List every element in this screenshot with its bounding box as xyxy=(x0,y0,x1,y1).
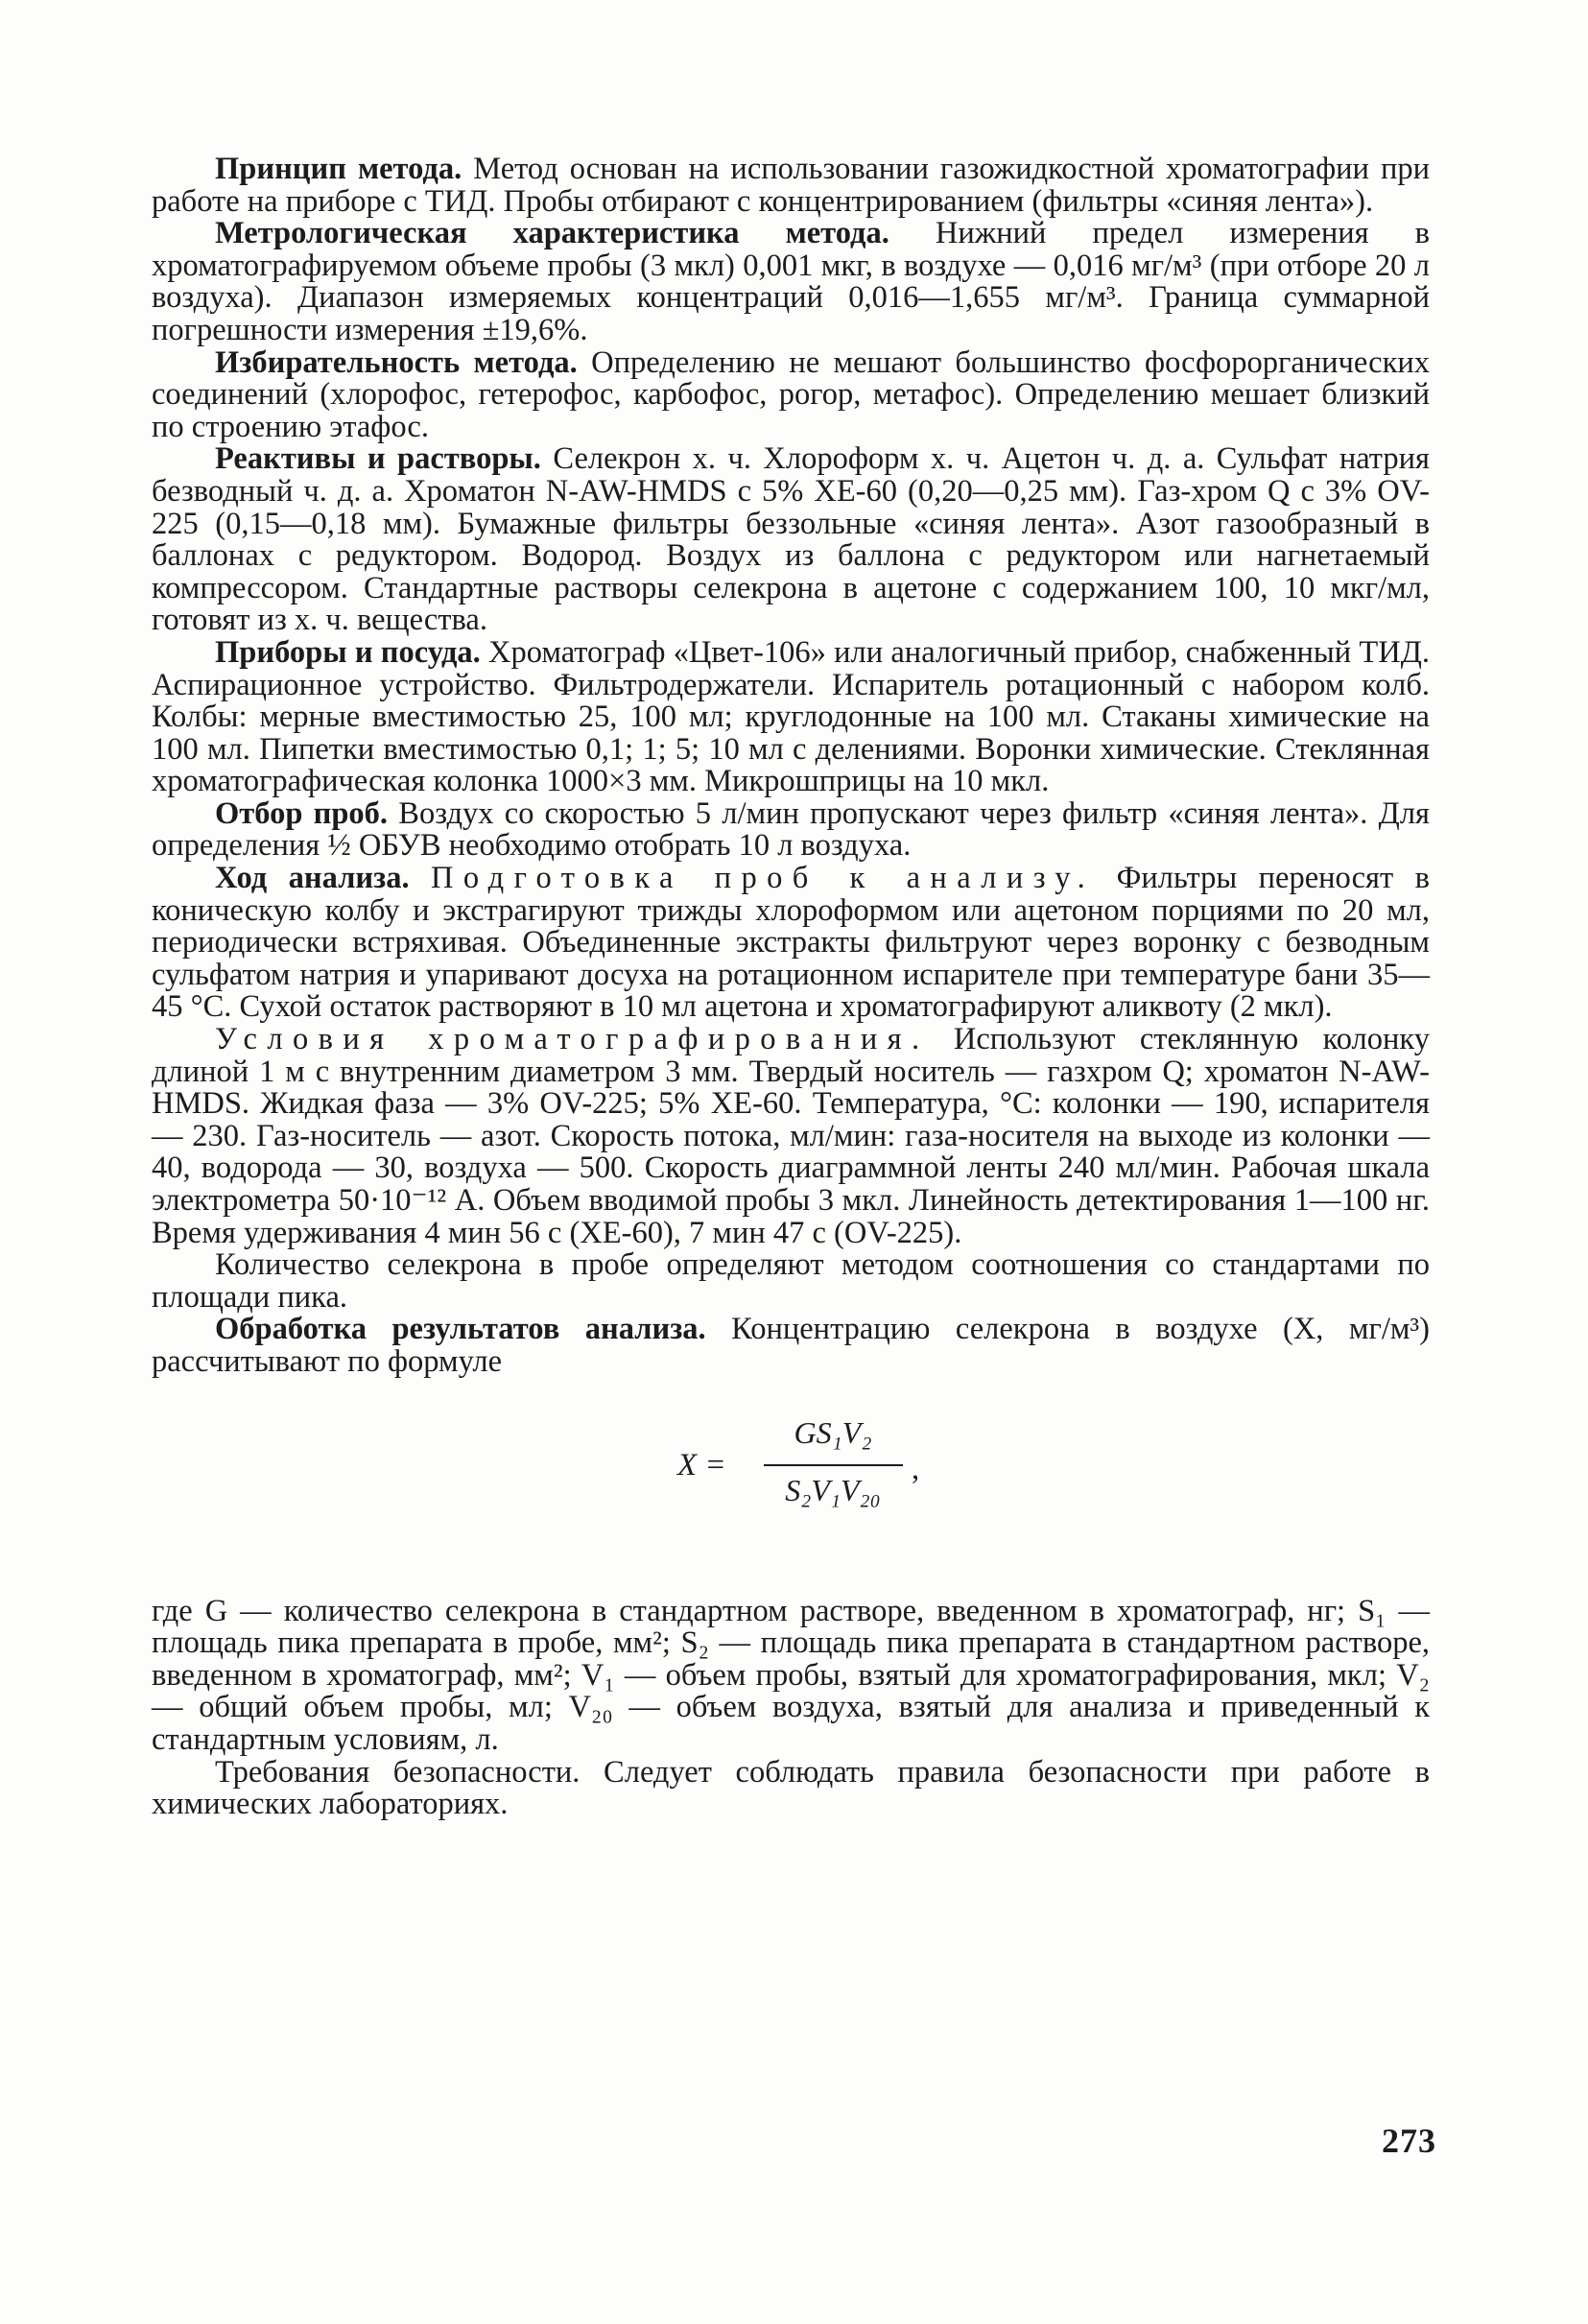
heading-selectivity: Избирательность метода. xyxy=(215,344,578,380)
text-quantity: Количество селекрона в пробе определяют методом соотношения со стандартами по площади пика. xyxy=(152,1247,1430,1315)
heading-reagents: Реактивы и растворы. xyxy=(215,441,541,477)
text-metrology: Нижний предел измерения в хроматографируемом объеме пробы (3 мкл) 0,001 мкг, в воздухе — 0,016 мг/м³ (при отборе 20 л воздуха). Диапазон измеряемых концентраций 0,016—1,655 мг/м³. Граница суммарной погрешности измерения ±19,6%. xyxy=(152,216,1430,347)
heading-metrology: Метрологическая характеристика метода. xyxy=(215,216,889,251)
fraction-bar xyxy=(764,1464,903,1466)
text-reagents: Селекрон х. ч. Хлороформ х. ч. Ацетон ч. д. а. Сульфат натрия безводный ч. д. а. Хроматон N-AW-HMDS с 5% XE-60 (0,20—0,25 мм). Газ-хром Q с 3% OV-225 (0,15—0,18 мм). Бумажные фильтры беззольные «синяя лента». Азот газообразный в баллонах с редуктором. Водород. Воздух из баллона с редуктором или нагнетаемый компрессором. Стандартные растворы селекрона в ацетоне с содержанием 100, 10 мкг/мл, готовят из х. ч. вещества. xyxy=(152,441,1430,638)
paragraph-safety xyxy=(152,1754,1430,1822)
paragraph-instruments xyxy=(152,634,1430,799)
text-conditions: Используют стеклянную колонку длиной 1 м с внутренним диаметром 3 мм. Твердый носитель — газхром Q; хроматон N-AW-HMDS. Жидкая фаза — 3% OV-225; 5% XE-60. Температура, °С: колонки — 190, испарителя — 230. Газ-носитель — азот. Скорость потока, мл/мин: газа-носителя на выходе из колонки — 40, водорода — 30, воздуха — 500. Скорость диаграммной ленты 240 мл/мин. Рабочая шкала электрометра 50·10⁻¹² А. Объем вводимой пробы 3 мкл. Линейность детектирования 1—100 нг. Время удерживания 4 мин 56 с (XE-60), 7 мин 47 с (OV-225). xyxy=(152,1022,1430,1250)
text-analysis: Фильтры переносят в коническую колбу и экстрагируют трижды хлороформом или ацетоном порциями по 20 мл, периодически встряхивая. Объединенные экстракты фильтруют через воронку с безводным сульфатом натрия и упаривают досуха на ротационном испарителе при температуре бани 35—45 °С. Сухой остаток растворяют в 10 мл ацетона и хроматографируют аликвоту (2 мкл). xyxy=(152,861,1430,1025)
heading-processing: Обработка результатов анализа. xyxy=(215,1312,706,1347)
heading-safety: Требования безопасности. xyxy=(215,1754,581,1790)
text-safety: Следует соблюдать правила безопасности при работе в химических лабораториях. xyxy=(152,1754,1430,1822)
paragraph-principle xyxy=(152,154,1430,218)
paragraph-sampling xyxy=(152,795,1430,864)
formula-lhs: X = xyxy=(677,1447,726,1482)
text-selectivity: Определению не мешают большинство фосфорорганических соединений (хлорофос, гетерофос, карбофос, рогор, метафос). Определению мешает близкий по строению этафос. xyxy=(152,344,1430,444)
paragraph-metrology xyxy=(152,218,1430,346)
formula-comma: , xyxy=(912,1451,920,1486)
formula-numerator: GS₁V₂ xyxy=(794,1414,872,1450)
text-principle: Метод основан на использовании газожидкостной хроматографии при работе на приборе с ТИД. Пробы отбирают с концентрированием (фильтры «синяя лента»). xyxy=(152,152,1430,219)
paragraph-analysis xyxy=(152,863,1430,1024)
paragraph-conditions xyxy=(152,1024,1430,1249)
heading-instruments: Приборы и посуда. xyxy=(215,634,481,670)
paragraph-selectivity xyxy=(152,344,1430,444)
page-number: 273 xyxy=(1382,2122,1436,2160)
text-where: где G — количество селекрона в стандартном растворе, введенном в хроматограф, нг; S₁ — площадь пика препарата в пробе, мм²; S₂ — площадь пика препарата в стандартном растворе, введенном в хроматограф, мм²; V₁ — объем пробы, взятый для хроматографирования, мкл; V₂ — общий объем пробы, мл; V₂₀ — объем воздуха, взятый для анализа и приведенный к стандартным условиям, л. xyxy=(152,1593,1430,1757)
paragraph-quantity xyxy=(152,1249,1430,1314)
formula-denominator: S₂V₁V₂₀ xyxy=(785,1472,881,1507)
text-sampling: Воздух со скоростью 5 л/мин пропускают через фильтр «синяя лента». Для определения ½ ОБУВ необходимо отобрать 10 л воздуха. xyxy=(152,795,1430,864)
body-text xyxy=(152,154,1430,1821)
concentration-formula xyxy=(152,1415,1430,1567)
subheading-conditions: Условия хроматографирования. xyxy=(215,1022,930,1057)
paragraph-where xyxy=(152,1593,1430,1757)
text-instruments: Хроматограф «Цвет-106» или аналогичный прибор, снабженный ТИД. Аспирационное устройство. Фильтродержатели. Испаритель ротационный с набором колб. Колбы: мерные вместимостью 25, 100 мл; круглодонные на 100 мл. Стаканы химические на 100 мл. Пипетки вместимостью 0,1; 1; 5; 10 мл с делениями. Воронки химические. Стеклянная хроматографическая колонка 1000×3 мм. Микрошприцы на 10 мкл. xyxy=(152,634,1430,799)
heading-analysis: Ход анализа. xyxy=(215,861,410,896)
text-processing: Концентрацию селекрона в воздухе (X, мг/м³) рассчитывают по формуле xyxy=(152,1312,1430,1379)
heading-principle: Принцип метода. xyxy=(215,152,462,186)
heading-sampling: Отбор проб. xyxy=(215,795,389,831)
paragraph-processing xyxy=(152,1314,1430,1378)
subheading-preparation: Подготовка проб к анализу. xyxy=(431,861,1096,896)
paragraph-reagents xyxy=(152,443,1430,637)
